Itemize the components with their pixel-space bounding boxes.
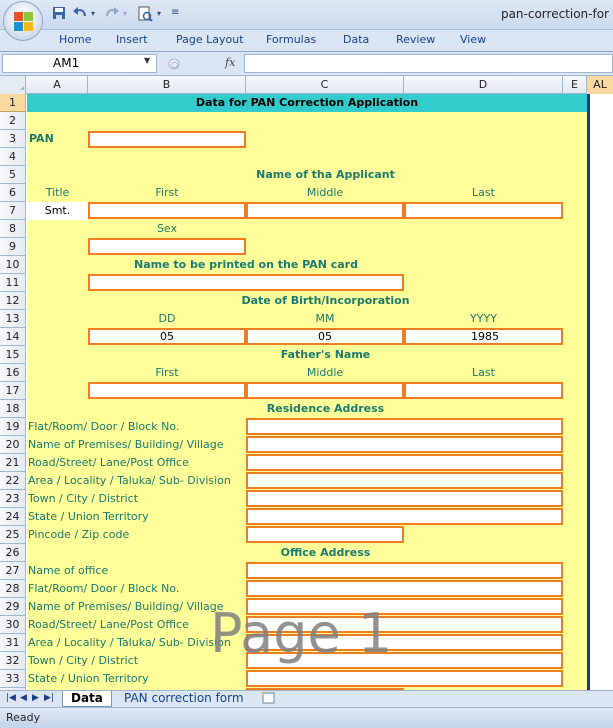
row-header[interactable]: 7 [0,202,26,220]
title-value[interactable]: Smt. [27,202,88,220]
sheet-tab-data[interactable]: Data [62,691,112,707]
sex-input[interactable] [88,238,246,255]
window-title: pan-correction-for [500,7,609,21]
dd-label: DD [158,312,176,325]
off-name-input[interactable] [246,562,563,579]
row-header[interactable]: 27 [0,562,26,580]
off-flat-label: Flat/Room/ Door / Block No. [28,582,180,595]
row-header[interactable]: 24 [0,508,26,526]
off-area-input[interactable] [246,634,563,651]
first-sheet-icon[interactable]: |◀ [6,693,16,703]
sex-label: Sex [156,222,178,235]
tab-data[interactable]: Data [343,33,370,46]
row-header[interactable]: 6 [0,184,26,202]
first-name-input[interactable] [88,202,246,219]
row-header[interactable]: 17 [0,382,26,400]
father-last-input[interactable] [404,382,563,399]
column-header-al[interactable]: AL [587,76,613,94]
res-flat-input[interactable] [246,418,563,435]
dob-heading: Date of Birth/Incorporation [241,294,410,307]
res-area-input[interactable] [246,472,563,489]
row-header[interactable]: 4 [0,148,26,166]
print-name-input[interactable] [88,274,404,291]
undo-icon[interactable] [72,6,88,24]
tab-insert[interactable]: Insert [116,33,148,46]
father-last-label: Last [472,366,495,379]
next-sheet-icon[interactable]: ▶ [32,693,39,703]
res-town-label: Town / City / District [28,492,139,505]
father-heading: Father's Name [280,348,371,361]
row-header[interactable]: 10 [0,256,26,274]
off-town-input[interactable] [246,652,563,669]
row-header[interactable]: 21 [0,454,26,472]
mm-label: MM [315,312,335,325]
res-area-label: Area / Locality / Taluka/ Sub- Division [28,474,231,487]
row-header[interactable]: 26 [0,544,26,562]
qat-customize-icon[interactable]: ≡ [171,7,180,18]
row-header[interactable]: 33 [0,670,26,688]
status-text: Ready [6,711,41,724]
column-header-d[interactable]: D [404,76,563,94]
row-header[interactable]: 31 [0,634,26,652]
res-town-input[interactable] [246,490,563,507]
sheet-tab-bar [0,690,613,707]
pan-label: PAN [29,132,54,145]
title-label: Title [45,186,70,199]
row-header[interactable]: 8 [0,220,26,238]
ribbon-tabs [0,30,613,52]
last-name-label: Last [472,186,495,199]
print-preview-dropdown-icon[interactable]: ▾ [157,9,162,18]
off-road-input[interactable] [246,616,563,633]
name-box[interactable]: AM1 [2,54,157,73]
redo-dropdown-icon[interactable]: ▾ [123,9,128,18]
yyyy-label: YYYY [470,312,497,325]
res-road-label: Road/Street/ Lane/Post Office [28,456,189,469]
off-state-label: State / Union Territory [28,672,149,685]
select-all-corner[interactable] [0,76,26,94]
res-premises-label: Name of Premises/ Building/ Village [28,438,224,451]
page-break-watermark: Page 1 [210,602,393,665]
print-name-heading: Name to be printed on the PAN card [134,258,358,271]
row-header[interactable]: 20 [0,436,26,454]
column-header-a[interactable]: A [27,76,88,94]
res-premises-input[interactable] [246,436,563,453]
office-heading: Office Address [280,546,371,559]
row-header[interactable]: 13 [0,310,26,328]
row-header[interactable]: 12 [0,292,26,310]
dob-month-input[interactable]: 05 [246,328,404,345]
tab-home[interactable]: Home [59,33,92,46]
status-bar [0,707,613,728]
formula-bar [0,52,613,76]
res-state-input[interactable] [246,508,563,525]
off-name-label: Name of office [28,564,109,577]
row-header[interactable]: 3 [0,130,26,148]
office-button[interactable] [3,1,43,41]
insert-sheet-icon[interactable] [252,691,278,707]
row-header[interactable]: 18 [0,400,26,418]
save-icon[interactable] [52,6,66,24]
row-header[interactable]: 32 [0,652,26,670]
formula-input[interactable] [244,54,613,73]
res-pincode-input[interactable] [246,526,404,543]
redo-icon[interactable] [104,6,120,24]
print-preview-icon[interactable] [137,6,153,24]
res-state-label: State / Union Territory [28,510,149,523]
row-header[interactable]: 23 [0,490,26,508]
tab-formulas[interactable]: Formulas [266,33,317,46]
father-first-label: First [155,366,179,379]
column-header-b[interactable]: B [88,76,246,94]
row-header[interactable]: 22 [0,472,26,490]
row-header[interactable]: 19 [0,418,26,436]
row-header[interactable]: 15 [0,346,26,364]
prev-sheet-icon[interactable]: ◀ [20,693,27,703]
father-middle-input[interactable] [246,382,404,399]
row-header[interactable]: 1 [0,94,26,112]
dob-day-input[interactable]: 05 [88,328,246,345]
off-premises-label: Name of Premises/ Building/ Village [28,600,224,613]
row-header[interactable]: 16 [0,364,26,382]
father-middle-label: Middle [306,366,344,379]
off-premises-input[interactable] [246,598,563,615]
middle-name-input[interactable] [246,202,404,219]
row-header[interactable]: 30 [0,616,26,634]
residence-heading: Residence Address [266,402,385,415]
sheet-outside-area [590,94,613,690]
column-header-e[interactable]: E [563,76,587,94]
res-pincode-label: Pincode / Zip code [28,528,130,541]
row-header[interactable]: 29 [0,598,26,616]
title-bar [0,0,613,30]
father-first-input[interactable] [88,382,246,399]
row-header[interactable]: 11 [0,274,26,292]
off-town-label: Town / City / District [28,654,139,667]
middle-name-label: Middle [306,186,344,199]
undo-dropdown-icon[interactable]: ▾ [91,9,96,18]
pan-input[interactable] [88,131,246,148]
off-state-input[interactable] [246,670,563,687]
office-logo-icon [14,12,34,32]
column-header-c[interactable]: C [246,76,404,94]
dob-year-input[interactable]: 1985 [404,328,563,345]
row-header[interactable]: 2 [0,112,26,130]
tab-view[interactable]: View [460,33,487,46]
row-header[interactable]: 9 [0,238,26,256]
row-header[interactable]: 14 [0,328,26,346]
tab-review[interactable]: Review [396,33,436,46]
column-headers [0,76,613,94]
chevron-down-icon[interactable]: ▼ [144,56,151,65]
insert-function-icon[interactable]: fx [225,56,236,69]
formula-bar-divider [162,57,222,71]
off-area-label: Area / Locality / Taluka/ Sub- Division [28,636,231,649]
last-sheet-icon[interactable]: ▶| [44,693,54,703]
tab-page-layout[interactable]: Page Layout [176,33,244,46]
svg-text:○: ○ [171,60,178,69]
res-flat-label: Flat/Room/ Door / Block No. [28,420,180,433]
res-road-input[interactable] [246,454,563,471]
first-name-label: First [155,186,179,199]
sheet-tab-pan-correction-form[interactable]: PAN correction form [124,691,244,705]
last-name-input[interactable] [404,202,563,219]
worksheet-grid[interactable] [0,76,613,690]
row-header[interactable]: 25 [0,526,26,544]
row-header[interactable]: 28 [0,580,26,598]
row-header[interactable]: 5 [0,166,26,184]
form-header: Data for PAN Correction Application [27,94,587,112]
off-road-label: Road/Street/ Lane/Post Office [28,618,189,631]
off-flat-input[interactable] [246,580,563,597]
name-heading: Name of tha Applicant [256,168,395,181]
